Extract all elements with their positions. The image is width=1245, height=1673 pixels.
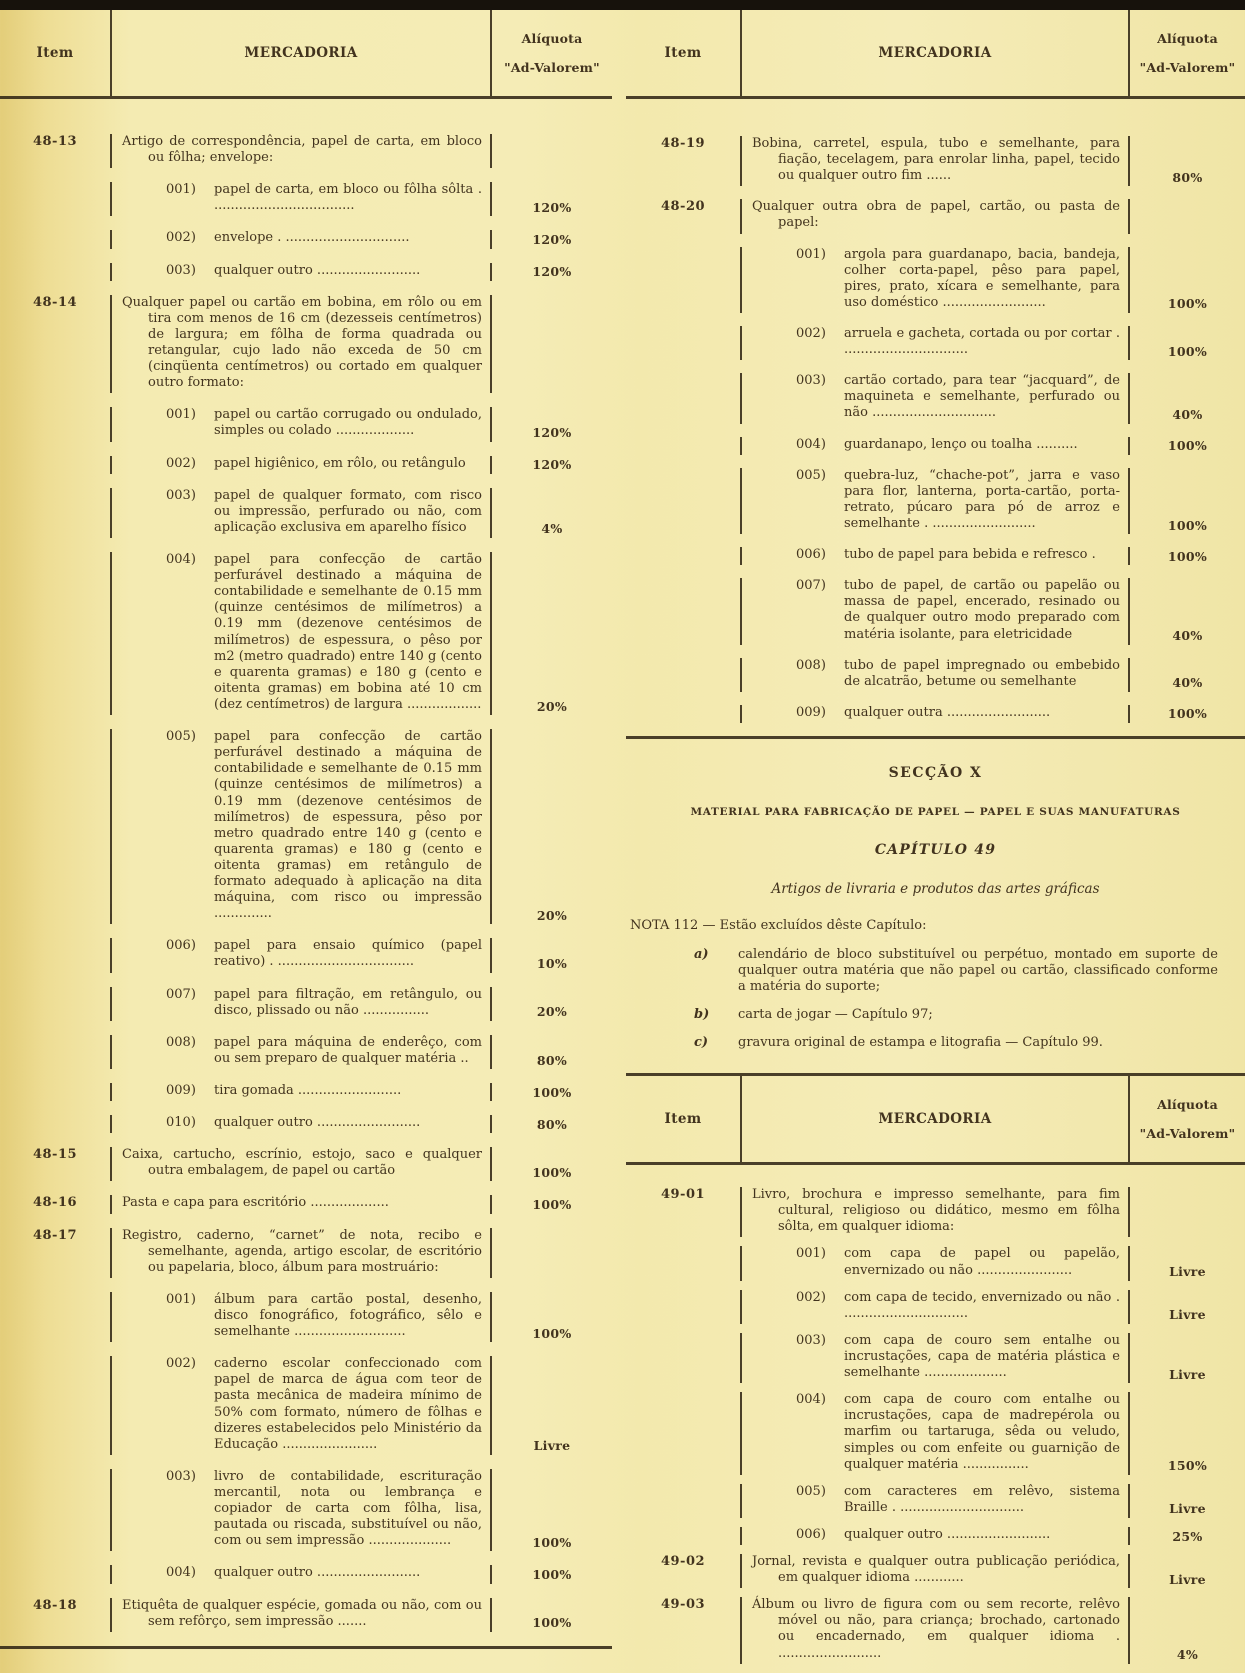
mercadoria-cell bbox=[740, 326, 1130, 360]
mercadoria-text: papel para confecção de cartão perfurável destinado a máquina de contabilidade e semelhante de 0.15 mm (quinze centésimos de milímetros) a 0.19 mm (dezenove centésimos de milímetros) de espessura, o pêso por m2 (metro quadrado) entre 140 g (cento e quarenta gramas) e 180 g (cento e oitenta gramas) em bobina até 10 cm (dez centímetros) de largura .................. bbox=[214, 551, 482, 712]
subitem-code: 008) bbox=[796, 657, 826, 673]
right-column bbox=[626, 10, 1245, 1673]
subitem-code: 003) bbox=[796, 373, 826, 389]
mercadoria-cell bbox=[110, 987, 492, 1021]
item-code bbox=[626, 437, 740, 455]
subitem-code: 002) bbox=[166, 230, 196, 246]
mercadoria-text: tubo de papel, de cartão ou papelão ou massa de papel, encerado, resinado ou de qualquer outro modo preparado com matéria isolante, para eletricidade bbox=[844, 578, 1120, 642]
table-row bbox=[0, 1292, 612, 1342]
item-code bbox=[0, 1292, 110, 1342]
column-header-mercadoria: MERCADORIA bbox=[740, 10, 1130, 96]
mercadoria-text: com capa de couro com entalhe ou incrustações, capa de madrepérola ou marfim ou tartaruga, sêda ou veludo, simples ou com enfeite ou guarnição de qualquer matéria ................ bbox=[844, 1392, 1120, 1472]
mercadoria-cell bbox=[740, 1484, 1130, 1518]
mercadoria-text: cartão cortado, para tear “jacquard”, de maquineta e semelhante, perfurado ou não .............................. bbox=[844, 373, 1120, 421]
mercadoria-cell bbox=[110, 1195, 492, 1213]
mercadoria-cell bbox=[740, 136, 1130, 186]
table-row bbox=[0, 295, 612, 394]
mercadoria-text: qualquer outro ......................... bbox=[214, 1115, 421, 1131]
table-row bbox=[626, 1527, 1245, 1545]
aliquota-value: 40% bbox=[1172, 628, 1203, 644]
column-header-item: Item bbox=[36, 44, 74, 61]
item-code bbox=[0, 1469, 110, 1552]
item-code bbox=[0, 263, 110, 281]
mercadoria-text: qualquer outra ......................... bbox=[844, 704, 1051, 720]
mercadoria-cell bbox=[110, 182, 492, 216]
table-row bbox=[626, 1290, 1245, 1324]
page-columns bbox=[0, 10, 1245, 1673]
subitem-code: 001) bbox=[166, 407, 196, 423]
mercadoria-text: com capa de tecido, envernizado ou não . .............................. bbox=[844, 1289, 1120, 1321]
subitem-code: 002) bbox=[796, 1289, 826, 1305]
mercadoria-text: com caracteres em relêvo, sistema Braille . .............................. bbox=[844, 1483, 1120, 1515]
table-row bbox=[0, 134, 612, 168]
mercadoria-text: Bobina, carretel, espula, tubo e semelhante, para fiação, tecelagem, para enrolar linha, papel, tecido ou qualquer outro fim ...... bbox=[752, 136, 1120, 184]
mercadoria-text: com capa de couro sem entalhe ou incrustações, capa de matéria plástica e semelhante .................... bbox=[844, 1332, 1120, 1381]
item-code bbox=[0, 1115, 110, 1133]
mercadoria-cell bbox=[110, 1147, 492, 1181]
left-table-body bbox=[0, 99, 612, 1632]
table-row bbox=[0, 230, 612, 248]
mercadoria-cell bbox=[740, 705, 1130, 723]
item-code bbox=[626, 468, 740, 534]
column-header-aliquota bbox=[492, 10, 612, 96]
mercadoria-text: envelope . .............................. bbox=[214, 230, 410, 246]
table-row bbox=[0, 182, 612, 216]
mercadoria-cell bbox=[110, 295, 492, 394]
mercadoria-cell bbox=[110, 729, 492, 924]
table-row bbox=[0, 1083, 612, 1101]
subitem-code: 006) bbox=[796, 1526, 826, 1542]
aliquota-value: 4% bbox=[541, 521, 563, 537]
section-title: SECÇÃO X bbox=[888, 764, 983, 781]
item-code bbox=[0, 230, 110, 248]
aliquota-value: Livre bbox=[533, 1438, 571, 1454]
item-code bbox=[0, 729, 110, 924]
aliquota-value bbox=[492, 134, 612, 168]
table-row bbox=[0, 1598, 612, 1632]
item-code: 48-16 bbox=[32, 1195, 78, 1211]
aliquota-value: 100% bbox=[532, 1164, 572, 1180]
aliquota-value: 80% bbox=[536, 1116, 568, 1132]
table-row bbox=[0, 987, 612, 1021]
note-item-label: c) bbox=[694, 1034, 709, 1050]
mercadoria-text: quebra-luz, “chache-pot”, jarra e vaso para flor, lanterna, porta-cartão, porta-retrato, púcaro para pó de arroz e semelhante . ......................... bbox=[844, 467, 1120, 531]
mercadoria-cell bbox=[110, 456, 492, 474]
column-header-mercadoria: MERCADORIA bbox=[110, 10, 492, 96]
mercadoria-text: Jornal, revista e qualquer outra publicação periódica, em qualquer idioma ............ bbox=[752, 1554, 1120, 1586]
aliquota-value: 80% bbox=[536, 1052, 568, 1068]
item-code bbox=[626, 1484, 740, 1518]
chapter-note: NOTA 112 — Estão excluídos dêste Capítulo: bbox=[630, 918, 927, 934]
chapter-subtitle: Artigos de livraria e produtos das artes gráficas bbox=[771, 880, 1100, 897]
table-row bbox=[0, 938, 612, 972]
aliquota-value: Livre bbox=[1169, 1307, 1206, 1323]
aliquota-value: 20% bbox=[536, 698, 568, 714]
item-code: 48-20 bbox=[660, 199, 706, 215]
mercadoria-text: papel para máquina de enderêço, com ou sem preparo de qualquer matéria .. bbox=[214, 1034, 482, 1066]
mercadoria-cell bbox=[110, 1356, 492, 1455]
item-code: 48-14 bbox=[32, 294, 78, 310]
subitem-code: 001) bbox=[166, 182, 196, 198]
mercadoria-text: qualquer outro ......................... bbox=[844, 1526, 1051, 1542]
mercadoria-cell bbox=[110, 1565, 492, 1583]
subitem-code: 008) bbox=[166, 1034, 196, 1050]
table-row bbox=[626, 468, 1245, 534]
mercadoria-text: Pasta e capa para escritório ................... bbox=[122, 1195, 389, 1211]
aliquota-value: 100% bbox=[532, 1615, 572, 1631]
mercadoria-text: Caixa, cartucho, escrínio, estojo, saco e qualquer outra embalagem, de papel ou cartão bbox=[122, 1147, 482, 1179]
mercadoria-text: qualquer outro ......................... bbox=[214, 262, 421, 278]
aliquota-value: 40% bbox=[1172, 407, 1203, 423]
table-row bbox=[0, 407, 612, 441]
aliquota-value bbox=[492, 1228, 612, 1278]
subitem-code: 003) bbox=[796, 1332, 826, 1348]
right-top-table-header bbox=[626, 10, 1245, 99]
item-code bbox=[0, 182, 110, 216]
item-code: 48-19 bbox=[660, 136, 706, 151]
mercadoria-cell bbox=[740, 247, 1130, 313]
item-code bbox=[0, 987, 110, 1021]
mercadoria-cell bbox=[740, 1290, 1130, 1324]
item-code: 48-13 bbox=[32, 134, 78, 149]
subitem-code: 004) bbox=[166, 551, 196, 567]
table-row bbox=[626, 1392, 1245, 1475]
chapter-note-list bbox=[630, 947, 1241, 1052]
mercadoria-text: papel para confecção de cartão perfurável destinado a máquina de contabilidade e semelhante de 0.15 mm (quinze centésimos de milímetros) a 0.19 mm (dezenove centésimos de milímetros) de espessura, pêso por metro quadrado entre 140 g (cento e quarenta gramas) e 180 g (cento e oitenta gramas) em retângulo de formato adequado à aplicação na dita máquina, com risco ou impressão .............. bbox=[214, 729, 482, 922]
aliquota-value: Livre bbox=[1169, 1571, 1206, 1587]
aliquota-label-line2: "Ad-Valorem" bbox=[504, 59, 600, 75]
mercadoria-cell bbox=[740, 437, 1130, 455]
table-row bbox=[0, 1195, 612, 1213]
mercadoria-cell bbox=[110, 1598, 492, 1632]
mercadoria-cell bbox=[740, 578, 1130, 644]
page-top-scan-bar bbox=[0, 0, 1245, 10]
mercadoria-cell bbox=[110, 230, 492, 248]
mercadoria-cell bbox=[740, 1554, 1130, 1588]
aliquota-label-line2: "Ad-Valorem" bbox=[1139, 1125, 1236, 1141]
right-top-table-body bbox=[626, 99, 1245, 723]
item-code bbox=[626, 658, 740, 692]
aliquota-value: 120% bbox=[532, 232, 572, 248]
aliquota-label-line1: Alíquota bbox=[521, 31, 583, 46]
item-code: 48-18 bbox=[32, 1597, 78, 1613]
item-code bbox=[626, 247, 740, 313]
item-code bbox=[0, 1083, 110, 1101]
item-code bbox=[0, 1356, 110, 1455]
table-row bbox=[626, 247, 1245, 313]
mercadoria-text: papel ou cartão corrugado ou ondulado, simples ou colado ................... bbox=[214, 407, 482, 439]
subitem-code: 004) bbox=[796, 436, 826, 452]
table-row bbox=[0, 1356, 612, 1455]
table-row bbox=[0, 1469, 612, 1552]
right-bottom-table-body bbox=[626, 1165, 1245, 1664]
table-row bbox=[626, 547, 1245, 565]
subitem-code: 010) bbox=[166, 1115, 196, 1131]
mercadoria-text: Etiquêta de qualquer espécie, gomada ou não, com ou sem refôrço, sem impressão ....... bbox=[122, 1597, 482, 1629]
note-item bbox=[630, 947, 1241, 995]
mercadoria-cell bbox=[110, 263, 492, 281]
item-code bbox=[626, 373, 740, 423]
table-row bbox=[0, 552, 612, 715]
item-code bbox=[626, 1246, 740, 1280]
mercadoria-text: álbum para cartão postal, desenho, disco fonográfico, fotográfico, sêlo e semelhante ........................... bbox=[214, 1291, 482, 1340]
aliquota-value: 40% bbox=[1172, 675, 1203, 691]
item-code bbox=[626, 547, 740, 565]
note-item bbox=[630, 1035, 1241, 1051]
aliquota-value: 100% bbox=[532, 1325, 572, 1341]
item-code bbox=[0, 1035, 110, 1069]
aliquota-value: 20% bbox=[536, 907, 568, 923]
table-row bbox=[0, 1147, 612, 1181]
table-row bbox=[0, 263, 612, 281]
mercadoria-text: Livro, brochura e impresso semelhante, para fim cultural, religioso ou didático, mesmo em fôlha sôlta, em qualquer idioma: bbox=[752, 1187, 1120, 1235]
aliquota-value: 10% bbox=[536, 956, 568, 972]
subitem-code: 002) bbox=[796, 325, 826, 341]
mercadoria-cell bbox=[740, 373, 1130, 423]
mercadoria-text: com capa de papel ou papelão, envernizado ou não ....................... bbox=[844, 1246, 1120, 1278]
table-row bbox=[626, 1246, 1245, 1280]
left-column bbox=[0, 10, 612, 1649]
item-code bbox=[626, 1392, 740, 1475]
aliquota-value: 120% bbox=[532, 425, 572, 441]
aliquota-value: 100% bbox=[532, 1567, 572, 1583]
aliquota-value: Livre bbox=[1169, 1264, 1206, 1280]
aliquota-label-line1: Alíquota bbox=[1157, 1097, 1218, 1113]
column-header-aliquota bbox=[1130, 1076, 1245, 1162]
mercadoria-text: Registro, caderno, “carnet” de nota, recibo e semelhante, agenda, artigo escolar, de escritório ou papelaria, bloco, álbum para mostruário: bbox=[122, 1227, 482, 1275]
table-row bbox=[626, 373, 1245, 423]
subitem-code: 009) bbox=[796, 704, 826, 720]
right-top-table bbox=[626, 10, 1245, 723]
aliquota-value: 100% bbox=[1167, 438, 1208, 454]
table-row bbox=[626, 136, 1245, 186]
subitem-code: 001) bbox=[796, 246, 826, 262]
mercadoria-text: tubo de papel para bebida e refresco . bbox=[844, 547, 1096, 563]
note-item bbox=[630, 1007, 1241, 1023]
chapter-title: CAPÍTULO 49 bbox=[874, 842, 997, 859]
mercadoria-text: Artigo de correspondência, papel de carta, em bloco ou fôlha; envelope: bbox=[122, 134, 482, 166]
item-code bbox=[0, 407, 110, 441]
note-item-text: gravura original de estampa e litografia — Capítulo 99. bbox=[738, 1034, 1103, 1050]
table-row bbox=[0, 1035, 612, 1069]
aliquota-value: 120% bbox=[532, 457, 572, 473]
mercadoria-text: Qualquer outra obra de papel, cartão, ou pasta de papel: bbox=[752, 199, 1120, 231]
mercadoria-cell bbox=[110, 1292, 492, 1342]
mercadoria-cell bbox=[110, 1115, 492, 1133]
item-code bbox=[626, 326, 740, 360]
aliquota-value: Livre bbox=[1169, 1366, 1206, 1382]
table-row bbox=[0, 729, 612, 924]
table-row bbox=[0, 1115, 612, 1133]
aliquota-value bbox=[1130, 199, 1245, 233]
aliquota-value: 100% bbox=[1167, 706, 1208, 722]
table-row bbox=[626, 705, 1245, 723]
table-row bbox=[626, 1484, 1245, 1518]
item-code bbox=[0, 456, 110, 474]
item-code: 49-03 bbox=[660, 1597, 706, 1613]
mercadoria-text: arruela e gacheta, cortada ou por cortar . .............................. bbox=[844, 325, 1120, 358]
mercadoria-cell bbox=[740, 1187, 1130, 1237]
aliquota-value: Livre bbox=[1169, 1501, 1206, 1517]
mercadoria-cell bbox=[110, 552, 492, 715]
item-code bbox=[0, 488, 110, 538]
subitem-code: 002) bbox=[166, 455, 196, 471]
table-row bbox=[626, 1554, 1245, 1588]
mercadoria-text: guardanapo, lenço ou toalha .......... bbox=[844, 436, 1078, 452]
right-bottom-table-header bbox=[626, 1076, 1245, 1165]
section-heading-block bbox=[626, 765, 1245, 1051]
table-row bbox=[626, 1333, 1245, 1383]
mercadoria-text: papel para filtração, em retângulo, ou disco, plissado ou não ................ bbox=[214, 986, 482, 1018]
column-header-item: Item bbox=[664, 1110, 702, 1127]
subitem-code: 006) bbox=[796, 547, 826, 563]
subitem-code: 007) bbox=[796, 578, 826, 594]
mercadoria-cell bbox=[740, 1246, 1130, 1280]
table-row bbox=[626, 437, 1245, 455]
mercadoria-cell bbox=[110, 1469, 492, 1552]
mercadoria-text: argola para guardanapo, bacia, bandeja, colher corta-papel, pêso para papel, pires, prato, xícara e semelhante, para uso doméstico ......................... bbox=[844, 246, 1120, 310]
item-code bbox=[0, 1565, 110, 1583]
subitem-code: 001) bbox=[796, 1246, 826, 1262]
aliquota-value: 100% bbox=[1167, 343, 1208, 359]
mercadoria-cell bbox=[740, 1333, 1130, 1383]
aliquota-label-line2: "Ad-Valorem" bbox=[1139, 59, 1236, 75]
column-header-item: Item bbox=[664, 44, 702, 61]
mercadoria-cell bbox=[110, 134, 492, 168]
mercadoria-cell bbox=[110, 407, 492, 441]
column-header-aliquota bbox=[1130, 10, 1245, 96]
item-code: 49-01 bbox=[660, 1187, 706, 1203]
mercadoria-cell bbox=[110, 1035, 492, 1069]
subitem-code: 001) bbox=[166, 1291, 196, 1307]
subitem-code: 004) bbox=[796, 1392, 826, 1408]
mercadoria-text: papel de carta, em bloco ou fôlha sôlta . .................................. bbox=[214, 182, 482, 214]
item-code bbox=[626, 578, 740, 644]
item-code: 48-15 bbox=[32, 1147, 78, 1163]
subitem-code: 009) bbox=[166, 1083, 196, 1099]
subitem-code: 005) bbox=[166, 729, 196, 745]
subitem-code: 004) bbox=[166, 1565, 196, 1581]
table-row bbox=[626, 199, 1245, 233]
subitem-code: 006) bbox=[166, 938, 196, 954]
item-code bbox=[0, 552, 110, 715]
note-item-text: calendário de bloco substituível ou perpétuo, montado em suporte de qualquer outra matéria que não papel ou cartão, classificado conforme a matéria do suporte; bbox=[738, 946, 1218, 994]
table-row bbox=[626, 658, 1245, 692]
aliquota-value: 100% bbox=[532, 1084, 572, 1100]
mercadoria-cell bbox=[740, 658, 1130, 692]
table-row bbox=[0, 1228, 612, 1278]
aliquota-value: 4% bbox=[1176, 1647, 1199, 1663]
mercadoria-cell bbox=[740, 547, 1130, 565]
mercadoria-cell bbox=[110, 1228, 492, 1278]
mercadoria-text: tubo de papel impregnado ou embebido de alcatrão, betume ou semelhante bbox=[844, 657, 1120, 689]
aliquota-value: 100% bbox=[1167, 517, 1208, 533]
mercadoria-cell bbox=[740, 1527, 1130, 1545]
section-divider-rule bbox=[626, 736, 1245, 739]
item-code: 48-17 bbox=[32, 1227, 78, 1243]
aliquota-value: 150% bbox=[1167, 1458, 1208, 1474]
mercadoria-text: papel de qualquer formato, com risco ou impressão, perfurado ou não, com aplicação exclusiva em aparelho físico bbox=[214, 487, 482, 535]
subitem-code: 003) bbox=[166, 487, 196, 503]
section-subtitle: MATERIAL PARA FABRICAÇÃO DE PAPEL — PAPEL E SUAS MANUFATURAS bbox=[690, 806, 1181, 819]
aliquota-value: 100% bbox=[1167, 296, 1208, 312]
aliquota-value: 120% bbox=[532, 264, 572, 280]
table-row bbox=[626, 1597, 1245, 1663]
mercadoria-text: livro de contabilidade, escrituração mercantil, nota ou lembrança e copiador de carta com fôlha, lisa, pautada ou riscada, substituível ou não, com ou sem impressão .................... bbox=[214, 1468, 482, 1549]
aliquota-value: 100% bbox=[532, 1197, 572, 1213]
column-header-mercadoria: MERCADORIA bbox=[740, 1076, 1130, 1162]
mercadoria-cell bbox=[740, 1392, 1130, 1475]
note-item-text: carta de jogar — Capítulo 97; bbox=[738, 1006, 933, 1022]
aliquota-value bbox=[1130, 1187, 1245, 1237]
aliquota-value: 25% bbox=[1172, 1528, 1203, 1544]
subitem-code: 002) bbox=[166, 1356, 196, 1372]
item-code: 49-02 bbox=[660, 1554, 706, 1570]
subitem-code: 007) bbox=[166, 986, 196, 1002]
aliquota-value: 80% bbox=[1172, 169, 1203, 185]
table-row bbox=[0, 1565, 612, 1583]
table-row bbox=[0, 456, 612, 474]
left-table-header bbox=[0, 10, 612, 99]
item-code bbox=[0, 938, 110, 972]
table-row bbox=[626, 326, 1245, 360]
column-gutter bbox=[612, 10, 626, 11]
aliquota-value: 100% bbox=[532, 1534, 572, 1550]
mercadoria-text: papel higiênico, em rôlo, ou retângulo bbox=[214, 455, 466, 471]
subitem-code: 003) bbox=[166, 262, 196, 278]
mercadoria-cell bbox=[110, 488, 492, 538]
mercadoria-text: qualquer outro ......................... bbox=[214, 1565, 421, 1581]
table-row bbox=[0, 488, 612, 538]
mercadoria-cell bbox=[110, 938, 492, 972]
item-code bbox=[626, 705, 740, 723]
aliquota-value bbox=[492, 295, 612, 394]
note-item-label: b) bbox=[694, 1006, 710, 1022]
item-code bbox=[626, 1527, 740, 1545]
item-code bbox=[626, 1290, 740, 1324]
mercadoria-text: Álbum ou livro de figura com ou sem recorte, relêvo móvel ou não, para criança; brochado, cartonado ou encadernado, em qualquer idioma . ......................... bbox=[752, 1597, 1120, 1661]
mercadoria-text: tira gomada ......................... bbox=[214, 1083, 402, 1099]
mercadoria-text: papel para ensaio químico (papel reativo) . ................................. bbox=[214, 938, 482, 970]
table-row bbox=[626, 578, 1245, 644]
aliquota-value: 120% bbox=[532, 199, 572, 215]
mercadoria-cell bbox=[110, 1083, 492, 1101]
subitem-code: 003) bbox=[166, 1468, 196, 1484]
mercadoria-cell bbox=[740, 1597, 1130, 1663]
subitem-code: 005) bbox=[796, 467, 826, 483]
item-code bbox=[626, 1333, 740, 1383]
subitem-code: 005) bbox=[796, 1483, 826, 1499]
aliquota-label-line1: Alíquota bbox=[1157, 31, 1218, 46]
mercadoria-text: Qualquer papel ou cartão em bobina, em rôlo ou em tira com menos de 16 cm (dezesseis centímetros) de largura; em fôlha de forma quadrada ou retangular, cujo lado não exceda de 50 cm (cinqüenta centímetros) ou cortado em qualquer outro formato: bbox=[122, 294, 482, 391]
mercadoria-cell bbox=[740, 468, 1130, 534]
right-bottom-table bbox=[626, 1076, 1245, 1664]
note-item-label: a) bbox=[694, 946, 709, 962]
mercadoria-cell bbox=[740, 199, 1130, 233]
aliquota-value: 20% bbox=[536, 1004, 568, 1020]
aliquota-value: 100% bbox=[1167, 548, 1208, 564]
mercadoria-text: caderno escolar confeccionado com papel de marca de água com teor de pasta mecânica de madeira mínimo de 50% com formato, número de fôlhas e dizeres estabelecidos pelo Ministério da Educação ....................... bbox=[214, 1356, 482, 1452]
table-row bbox=[626, 1187, 1245, 1237]
left-column-bottom-rule bbox=[0, 1646, 612, 1649]
